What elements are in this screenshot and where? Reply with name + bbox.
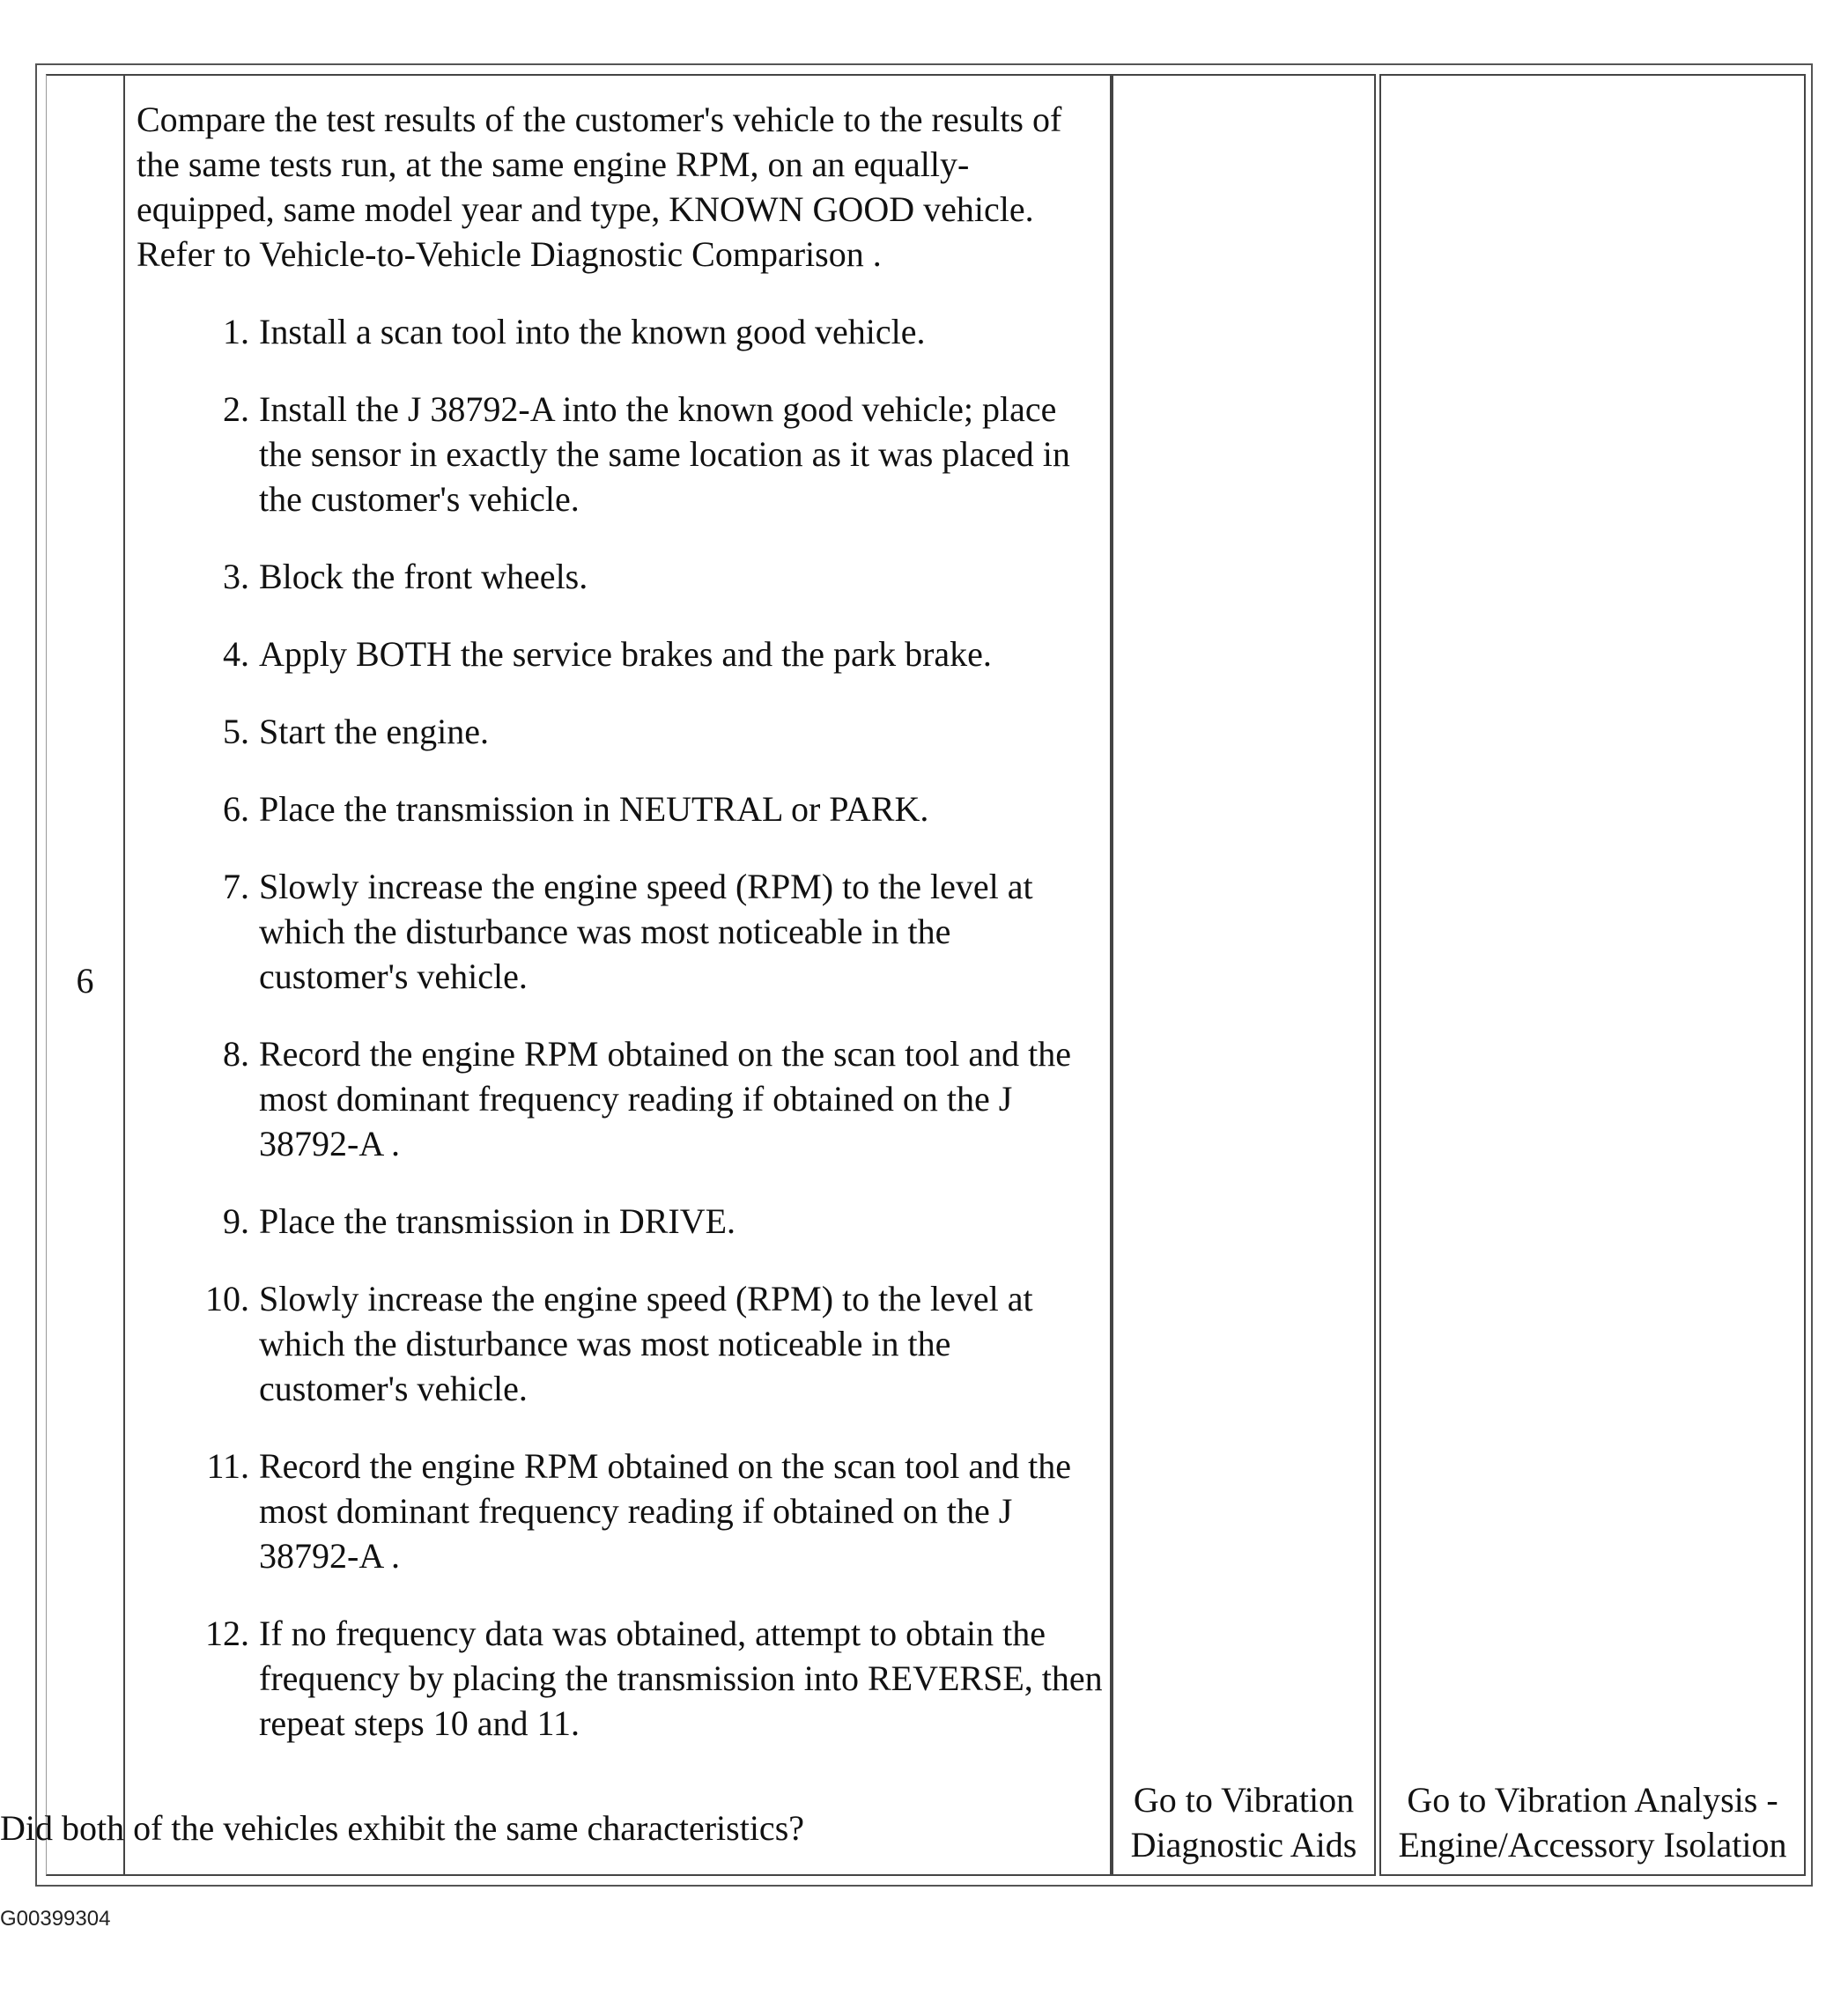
procedure-step-text: Block the front wheels.	[259, 557, 588, 596]
procedure-step	[137, 631, 1105, 676]
procedure-step-number: 5.	[223, 712, 249, 751]
procedure-step	[137, 387, 1105, 521]
procedure-step-text: If no frequency data was obtained, attempt to obtain the frequency by placing the transmission into REVERSE, then repeat steps 10 and 11.	[259, 1614, 1103, 1743]
yes-cell	[1112, 74, 1376, 1876]
procedure-step	[137, 1199, 1105, 1244]
procedure-step	[137, 787, 1105, 831]
procedure-step-text: Install a scan tool into the known good vehicle.	[259, 312, 926, 351]
procedure-step-text: Record the engine RPM obtained on the scan tool and the most dominant frequency reading if obtained on the J 38792-A .	[259, 1446, 1072, 1576]
procedure-steps-list	[137, 309, 1105, 1746]
procedure-step-number: 9.	[223, 1201, 249, 1241]
procedure-step-number: 2.	[223, 389, 249, 429]
step-number: 6	[76, 961, 94, 1001]
procedure-step-text: Slowly increase the engine speed (RPM) to the level at which the disturbance was most noticeable in the customer's vehicle.	[259, 867, 1033, 996]
procedure-step-number: 7.	[223, 867, 249, 906]
procedure-step-number: 1.	[223, 312, 249, 351]
step-cell	[46, 74, 125, 1876]
procedure-step	[137, 309, 1105, 354]
procedure-step-text: Apply BOTH the service brakes and the park brake.	[259, 634, 992, 674]
procedure-step-number: 10.	[205, 1279, 249, 1318]
procedure-step	[137, 1276, 1105, 1411]
no-cell	[1379, 74, 1806, 1876]
procedure-step-text: Place the transmission in DRIVE.	[259, 1201, 736, 1241]
no-link[interactable]: Go to Vibration Analysis - Engine/Accessory Isolation	[1398, 1780, 1787, 1865]
procedure-step	[137, 1031, 1105, 1166]
procedure-step-number: 11.	[206, 1446, 249, 1486]
procedure-step	[137, 1611, 1105, 1746]
procedure-step-number: 3.	[223, 557, 249, 596]
procedure-step-number: 6.	[223, 789, 249, 829]
procedure-step-text: Place the transmission in NEUTRAL or PARK.	[259, 789, 929, 829]
procedure-step-text: Install the J 38792-A into the known good vehicle; place the sensor in exactly the same location as it was placed in the customer's vehicle.	[259, 389, 1070, 519]
procedure-step-text: Slowly increase the engine speed (RPM) to the level at which the disturbance was most noticeable in the customer's vehicle.	[259, 1279, 1033, 1408]
procedure-step	[137, 554, 1105, 599]
yes-link[interactable]: Go to Vibration Diagnostic Aids	[1130, 1780, 1357, 1865]
procedure-step	[137, 1444, 1105, 1578]
action-intro: Compare the test results of the customer's vehicle to the results of the same tests run, at the same engine RPM, on an equally-equipped, same model year and type, KNOWN GOOD vehicle. Refer to Vehicle-to-Vehicle Diagnostic Comparison .	[137, 100, 1062, 274]
procedure-step-number: 4.	[223, 634, 249, 674]
action-question: Did both of the vehicles exhibit the same characteristics?	[0, 1808, 805, 1848]
procedure-step	[137, 864, 1105, 999]
procedure-step-number: 12.	[205, 1614, 249, 1653]
figure-id: G00399304	[0, 1907, 111, 1931]
procedure-step-text: Start the engine.	[259, 712, 490, 751]
procedure-step-text: Record the engine RPM obtained on the scan tool and the most dominant frequency reading if obtained on the J 38792-A .	[259, 1034, 1072, 1163]
procedure-step	[137, 709, 1105, 754]
procedure-step-number: 8.	[223, 1034, 249, 1074]
action-content	[137, 97, 1105, 1778]
action-cell	[123, 74, 1112, 1876]
